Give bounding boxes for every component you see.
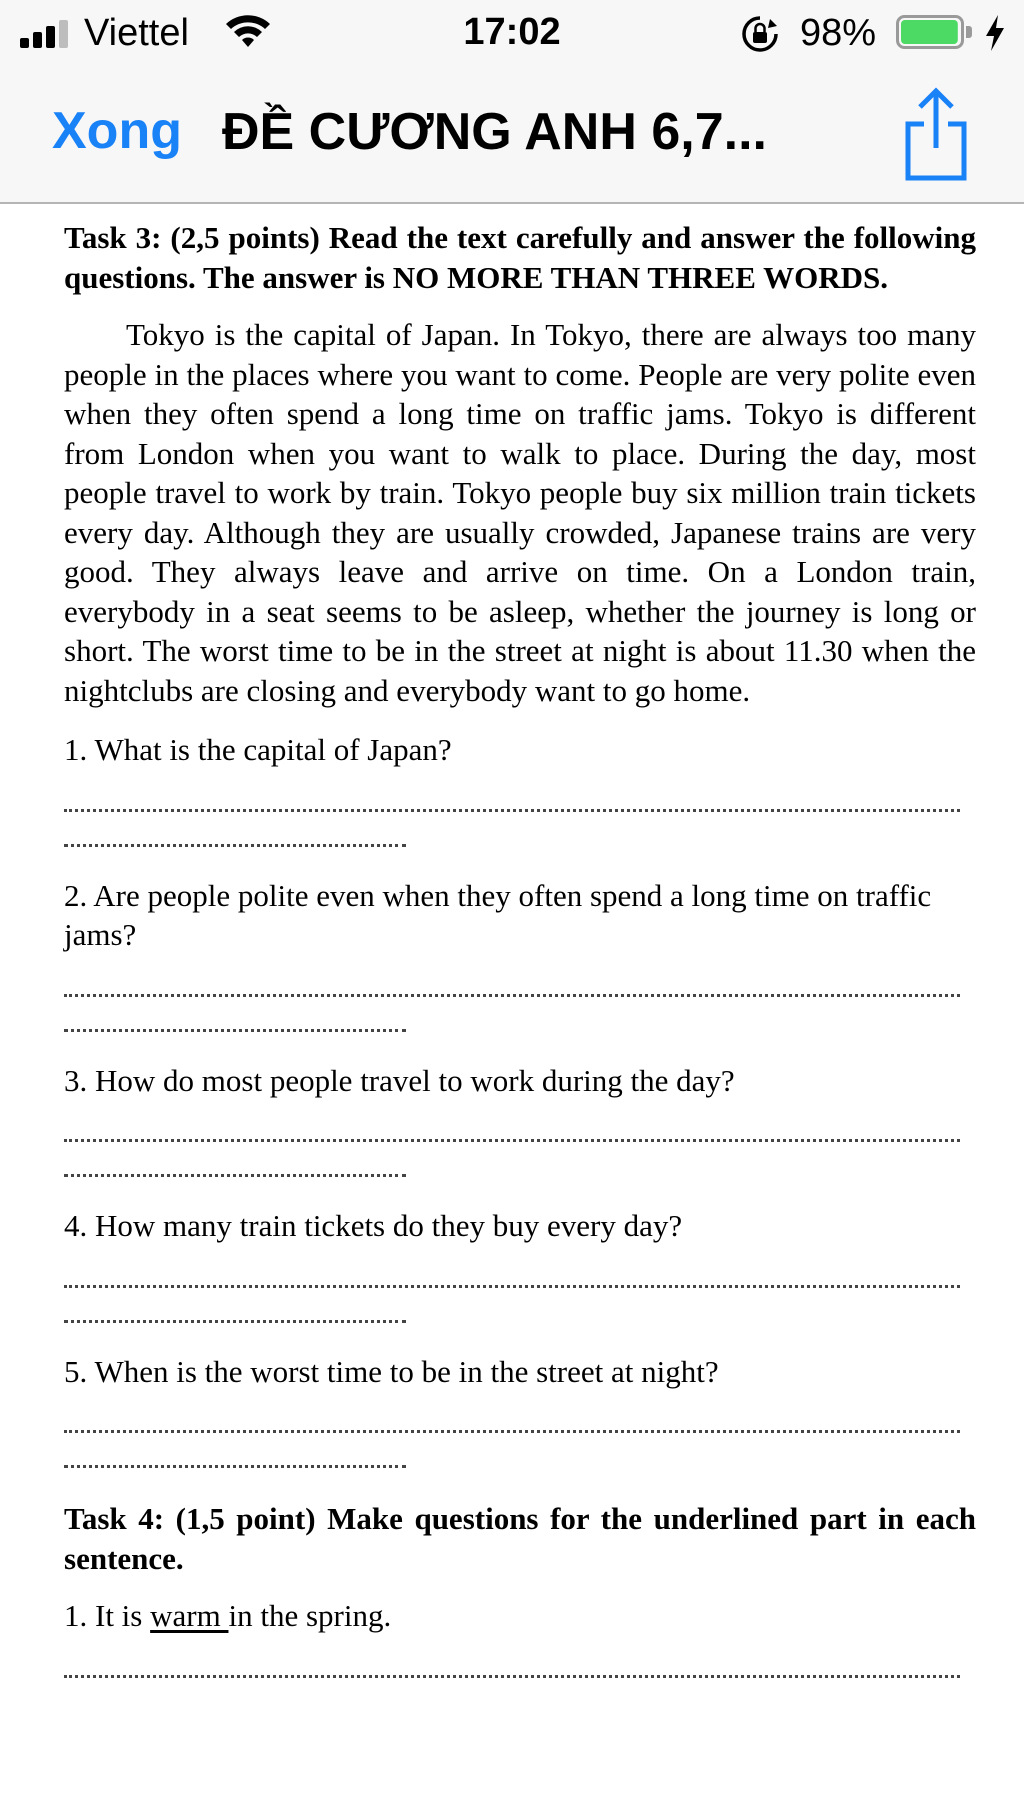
- status-bar: [0, 0, 1024, 66]
- answer-dotted-line: [64, 1465, 406, 1468]
- task4-item-1: [64, 1596, 976, 1636]
- answer-dotted-line: [64, 1029, 406, 1032]
- answer-lines-5: [64, 1391, 976, 1477]
- underlined-part: warm: [150, 1598, 229, 1633]
- answer-lines-1: [64, 770, 976, 856]
- question-1: 1. What is the capital of Japan?: [64, 732, 452, 767]
- task4-item-1-after: in the spring.: [228, 1598, 392, 1633]
- carrier-name: Viettel: [84, 12, 189, 54]
- answer-dotted-line: [64, 1139, 960, 1142]
- orientation-lock-icon: [740, 14, 780, 54]
- battery-percentage: 98%: [800, 12, 877, 54]
- battery-icon: [896, 15, 972, 49]
- charging-icon: [984, 14, 1006, 52]
- answer-dotted-line: [64, 1285, 960, 1288]
- answer-lines-2: [64, 955, 976, 1041]
- answer-dotted-line: [64, 809, 960, 812]
- document-title: ĐỀ CƯƠNG ANH 6,7...: [222, 103, 767, 161]
- answer-lines-3: [64, 1100, 976, 1186]
- question-5: 5. When is the worst time to be in the street at night?: [64, 1353, 719, 1389]
- task3-heading: Task 3: (2,5 points) Read the text carefully and answer the following questions. The answer is NO MORE THAN THREE WORDS.: [64, 220, 976, 295]
- task4-item-1-before: 1. It is: [64, 1598, 151, 1633]
- answer-lines-4: [64, 1246, 976, 1332]
- task4-heading: Task 4: (1,5 point) Make questions for the underlined part in each sentence.: [64, 1501, 976, 1576]
- question-3: 3. How do most people travel to work during the day?: [64, 1062, 735, 1098]
- answer-dotted-line: [64, 1320, 406, 1323]
- answer-dotted-line: [64, 844, 406, 847]
- clock: 17:02: [463, 11, 561, 53]
- navigation-bar: [0, 66, 1024, 204]
- done-button[interactable]: Xong: [52, 102, 182, 160]
- share-icon[interactable]: [900, 86, 972, 184]
- document-page: [64, 218, 976, 1722]
- reading-passage: Tokyo is the capital of Japan. In Tokyo, there are always too many people in the places where you want to come. People are very polite even when they often spend a long time on traffic jams. Tokyo is different from London when you want to walk to place. During the day, most people travel to work by train. Tokyo people buy six million train tickets every day. Although they are usually crowded, Japanese trains are very good. They always leave and arrive on time. On a London train, everybody in a seat seems to be asleep, whether the journey is long or short. The worst time to be in the street at night is about 11.30 when the nightclubs are closing and everybody want to go home.: [64, 317, 976, 708]
- answer-dotted-line: [64, 994, 960, 997]
- question-4: 4. How many train tickets do they buy every day?: [64, 1208, 683, 1243]
- answer-dotted-line: [64, 1174, 406, 1177]
- answer-lines-task4-1: [64, 1636, 976, 1722]
- answer-dotted-line: [64, 1430, 960, 1433]
- question-2: 2. Are people polite even when they often spend a long time on traffic jams?: [64, 877, 932, 952]
- answer-dotted-line: [64, 1675, 960, 1678]
